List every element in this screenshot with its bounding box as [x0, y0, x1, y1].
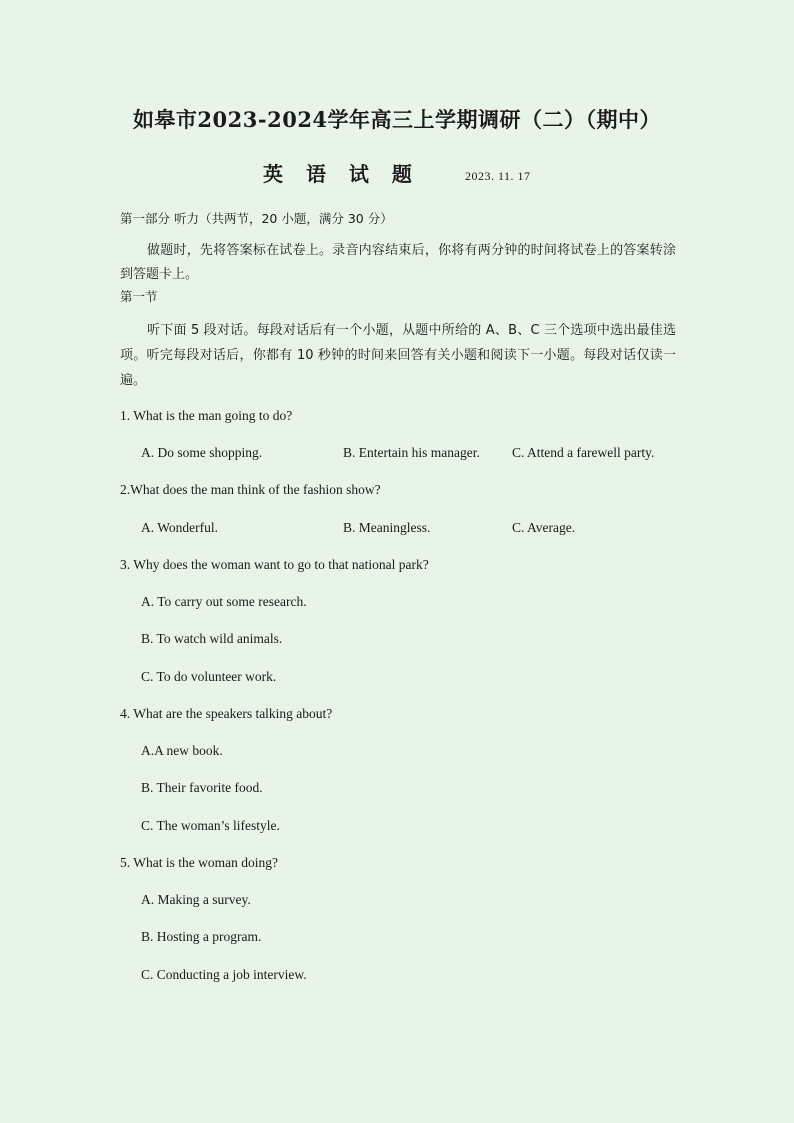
question-stem: 2.What does the man think of the fashion show?	[120, 482, 381, 497]
option-b: B. Hosting a program.	[141, 929, 262, 944]
option-b: B. To watch wild animals.	[141, 631, 283, 646]
question-stem: 3. Why does the woman want to go to that national park?	[120, 557, 429, 572]
option-c: C. To do volunteer work.	[141, 669, 277, 684]
part-heading: 第一部分 听力（共两节，20 小题，满分 30 分）	[120, 211, 393, 226]
option-b: B. Entertain his manager.	[343, 445, 480, 460]
option-c: C. Attend a farewell party.	[512, 445, 655, 460]
option-a: A.A new book.	[141, 743, 223, 758]
option-a: A. To carry out some research.	[141, 594, 307, 609]
option-b: B. Meaningless.	[343, 520, 431, 535]
section-heading: 第一节	[120, 289, 158, 304]
subject-title: 英 语 试 题	[263, 162, 420, 186]
question-stem: 4. What are the speakers talking about?	[120, 706, 333, 721]
question-stem: 5. What is the woman doing?	[120, 855, 278, 870]
option-c: C. The woman’s lifestyle.	[141, 818, 280, 833]
question-stem: 1. What is the man going to do?	[120, 408, 293, 423]
option-c: C. Conducting a job interview.	[141, 967, 307, 982]
option-a: A. Wonderful.	[141, 520, 219, 535]
exam-date: 2023. 11. 17	[465, 169, 531, 183]
section-instructions: 听下面 5 段对话。每段对话后有一个小题，从题中所给的 A、B、C 三个选项中选出最佳选项。听完每段对话后，你都有 10 秒钟的时间来回答有关小题和阅读下一小题。每段对话仅读一遍。	[120, 323, 676, 388]
option-a: A. Making a survey.	[141, 892, 251, 907]
page-title: 如皋市2023-2024学年高三上学期调研（二）（期中）	[132, 107, 662, 132]
option-c: C. Average.	[512, 520, 576, 535]
option-a: A. Do some shopping.	[141, 445, 263, 460]
part-instructions: 做题时，先将答案标在试卷上。录音内容结束后，你将有两分钟的时间将试卷上的答案转涂到答题卡上。	[120, 243, 676, 282]
option-b: B. Their favorite food.	[141, 780, 263, 795]
